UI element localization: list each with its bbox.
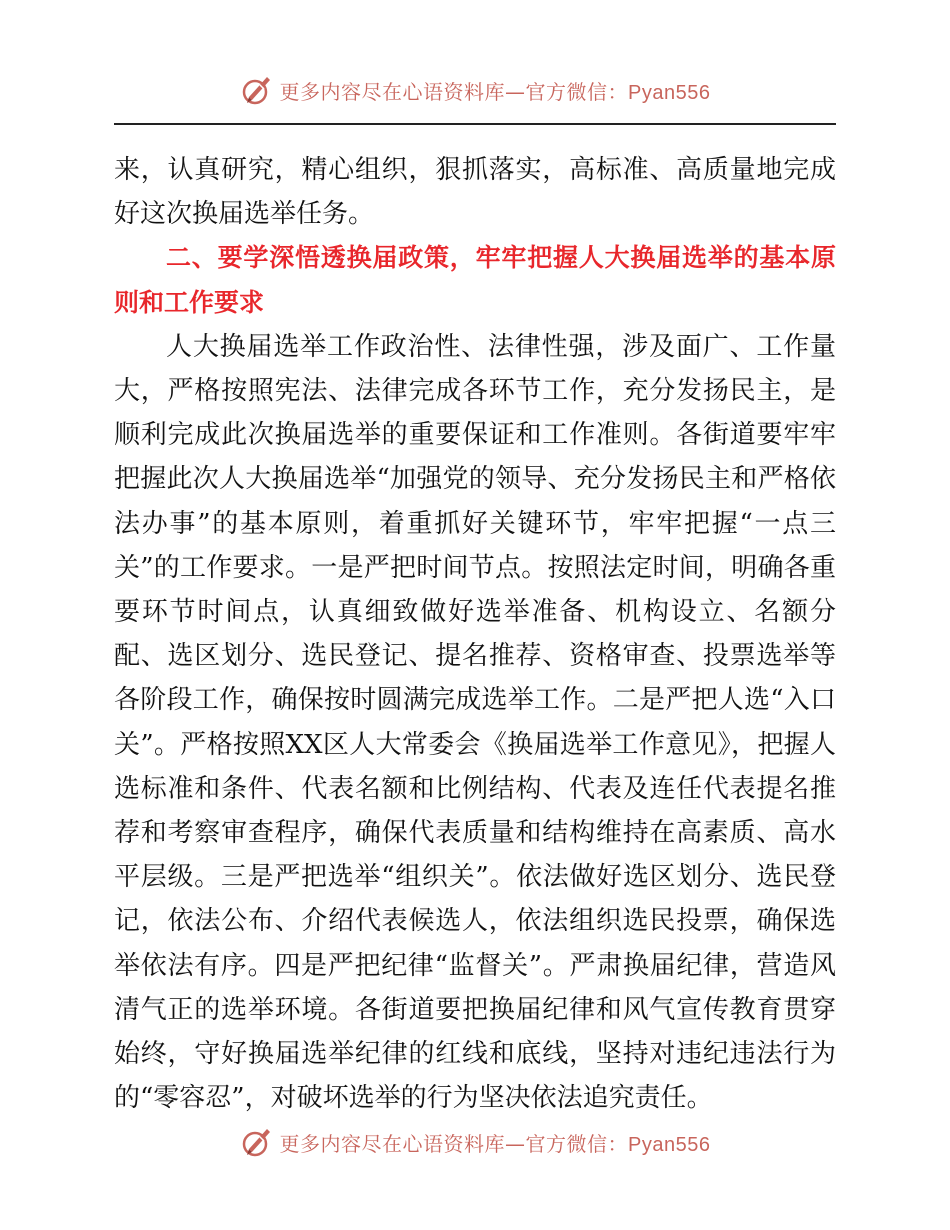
header-divider [114,123,836,125]
footer-banner-cn: 更多内容尽在心语资料库—官方微信： [279,1131,629,1156]
header-banner-text [280,76,711,105]
header-banner-cn: 更多内容尽在心语资料库—官方微信： [279,79,629,104]
main-paragraph: 人大换届选举工作政治性、法律性强，涉及面广、工作量大，严格按照宪法、法律完成各环节工作，充分发扬民主，是顺利完成此次换届选举的重要保证和工作准则。各街道要牢牢把握此次人大换届选举“加强党的领导、充分发扬民主和严格依法办事”的基本原则，着重抓好关键环节，牢牢把握“一点三关”的工作要求。一是严把时间节点。按照法定时间，明确各重要环节时间点，认真细致做好选举准备、机构设立、名额分配、选区划分、选民登记、提名推荐、资格审查、投票选举等各阶段工作，确保按时圆满完成选举工作。二是严把人选“入口关”。严格按照XX区人大常委会《换届选举工作意见》，把握人选标准和条件、代表名额和比例结构、代表及连任代表提名推荐和考察审查程序，确保代表质量和结构维持在高素质、高水平层级。三是严把选举“组织关”。依法做好选区划分、选民登记，依法公布、介绍代表候选人，依法组织选民投票，确保选举依法有序。四是严把纪律“监督关”。严肃换届纪律，营造风清气正的选举环境。各街道要把换届纪律和风气宣传教育贯穿始终，守好换届选举纪律的红线和底线，坚持对违纪违法行为的“零容忍”，对破坏选举的行为坚决依法追究责任。 [114,331,836,1114]
section-heading: 二、要学深悟透换届政策，牢牢把握人大换届选举的基本原则和工作要求 [114,243,836,317]
footer-wechat-id: Pyan556 [628,1133,711,1156]
footer-banner-text [280,1128,711,1157]
quill-pen-logo-icon [240,73,274,107]
quill-pen-logo-icon [240,1125,274,1159]
document-body [114,148,836,1120]
header-banner [0,72,950,108]
header-wechat-id: Pyan556 [628,81,711,104]
footer-banner [0,1124,950,1160]
continuation-paragraph: 来，认真研究，精心组织，狠抓落实，高标准、高质量地完成好这次换届选举任务。 [114,155,836,230]
